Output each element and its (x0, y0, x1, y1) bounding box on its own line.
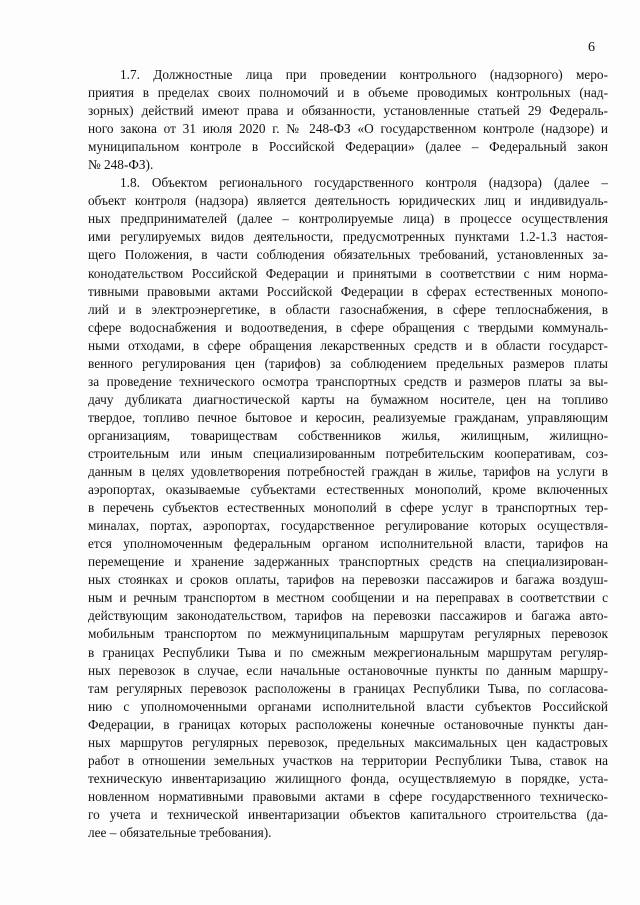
text-line: ных маршрутов регулярных перевозок, предельных максимальных цен кадастровых (88, 734, 608, 750)
text-line: ных перевозок в случае, если начальные остановочные пункты по данным маршру- (88, 662, 608, 678)
text-line: в перечень субъектов естественных монополий в сфере услуг в транспортных тер- (88, 500, 608, 516)
text-line: объект контроля (надзора) является деятельность юридических лиц и индивидуаль- (88, 193, 608, 209)
text-line: венного регулирования цен (тарифов) за соблюдением предельных размеров платы (88, 355, 608, 371)
text-line: нию с уполномоченными органами исполнительной власти субъектов Российской (88, 698, 608, 714)
text-line: в границах Республики Тыва и по смежным межрегиональным маршрутам регуляр- (88, 644, 608, 660)
text-line: ными отходами, в сфере обращения лекарственных средств и в области государст- (88, 337, 608, 353)
text-line: перемещение и хранение задержанных транспортных средств на специализирован- (88, 554, 608, 570)
paragraph-p1-7 (88, 66, 608, 174)
text-line: там регулярных перевозок расположены в границах Республики Тыва, по согласова- (88, 680, 608, 696)
text-line: ных стоянках и сроков оплаты, тарифов на перевозки пассажиров и багажа воздуш- (88, 572, 608, 588)
text-line: Федерации, в границах которых расположены конечные остановочные пункты дан- (88, 716, 608, 732)
text-line: мобильным транспортом по межмуниципальным маршрутам регулярных перевозок (88, 626, 608, 642)
text-line: 1.7. Должностные лица при проведении контрольного (надзорного) меро- (120, 67, 608, 82)
text-line: конодательством Российской Федерации и принятыми в соответствии с ним норма- (88, 265, 608, 281)
paragraph-p1-8 (88, 174, 608, 842)
text-line: 1.8. Объектом регионального государственного контроля (надзора) (далее – (120, 175, 608, 191)
text-line: сфере водоснабжения и водоотведения, в сфере обращения с твердыми коммуналь- (88, 319, 608, 335)
text-line: лий и в электроэнергетике, в области газоснабжения, в сфере теплоснабжения, в (88, 301, 608, 317)
text-line: ется уполномоченным федеральным органом исполнительной власти, тарифов на (88, 536, 608, 552)
text-line: организациям, товариществам собственников жилья, жилищным, жилищно- (88, 427, 608, 443)
text-line: ных предпринимателей (далее – контролируемые лица) в процессе осуществления (88, 211, 608, 227)
text-line: щего Положения, в части соблюдения обязательных требований, установленных за- (88, 247, 608, 263)
text-line: зорных) действий имеют права и обязанности, установленные статьей 29 Федераль- (88, 103, 608, 119)
text-line: аэропортах, оказываемые субъектами естественных монополий, кроме включенных (88, 482, 608, 498)
text-line: лее – обязательные требования). (88, 824, 272, 840)
text-line: данным в целях удовлетворения потребностей граждан в жилье, тарифов на услуги в (88, 464, 608, 480)
text-line: твердое, топливо печное бытовое и керосин, реализуемые гражданам, управляющим (88, 409, 608, 425)
text-line: го учета и технической инвентаризации объектов капитального строительства (да- (88, 806, 608, 822)
text-line: ным и речным транспортом в местном сообщении и на переправах в соответствии с (88, 590, 608, 606)
text-line: работ в отношении земельных участков на территории Республики Тыва, ставок на (88, 752, 608, 768)
text-line: ими регулируемых видов деятельности, предусмотренных пунктами 1.2-1.3 настоя- (88, 229, 608, 245)
text-line: ного закона от 31 июля 2020 г. № 248-ФЗ «О государственном контроле (надзоре) и (88, 121, 608, 137)
text-line: муниципальном контроле в Российской Федерации» (далее – Федеральный закон (88, 139, 608, 155)
text-line: техническую инвентаризацию жилищного фонда, осуществляемую в порядке, уста- (88, 770, 608, 786)
text-line: приятия в пределах своих полномочий и в объеме проводимых контрольных (над- (88, 85, 608, 101)
text-line: миналах, портах, аэропортах, государственное регулирование которых осуществля- (88, 518, 608, 534)
text-line: тивными правовыми актами Российской Федерации в сферах естественных монопо- (88, 283, 608, 299)
text-line: дачу дубликата диагностической карты на бумажном носителе, цен на топливо (88, 391, 608, 407)
document-body (88, 66, 608, 842)
text-line: № 248-ФЗ). (88, 157, 154, 173)
page-number: 6 (588, 40, 595, 55)
text-line: новленном нормативными правовыми актами в сфере государственного техническо- (88, 788, 608, 804)
text-line: строительным или иным специализированным потребительским кооперативам, соз- (88, 445, 608, 461)
text-line: за проведение технического осмотра транспортных средств и размеров платы за вы- (88, 373, 608, 389)
text-line: действующим законодательством, тарифов на перевозки пассажиров и багажа авто- (88, 608, 608, 624)
